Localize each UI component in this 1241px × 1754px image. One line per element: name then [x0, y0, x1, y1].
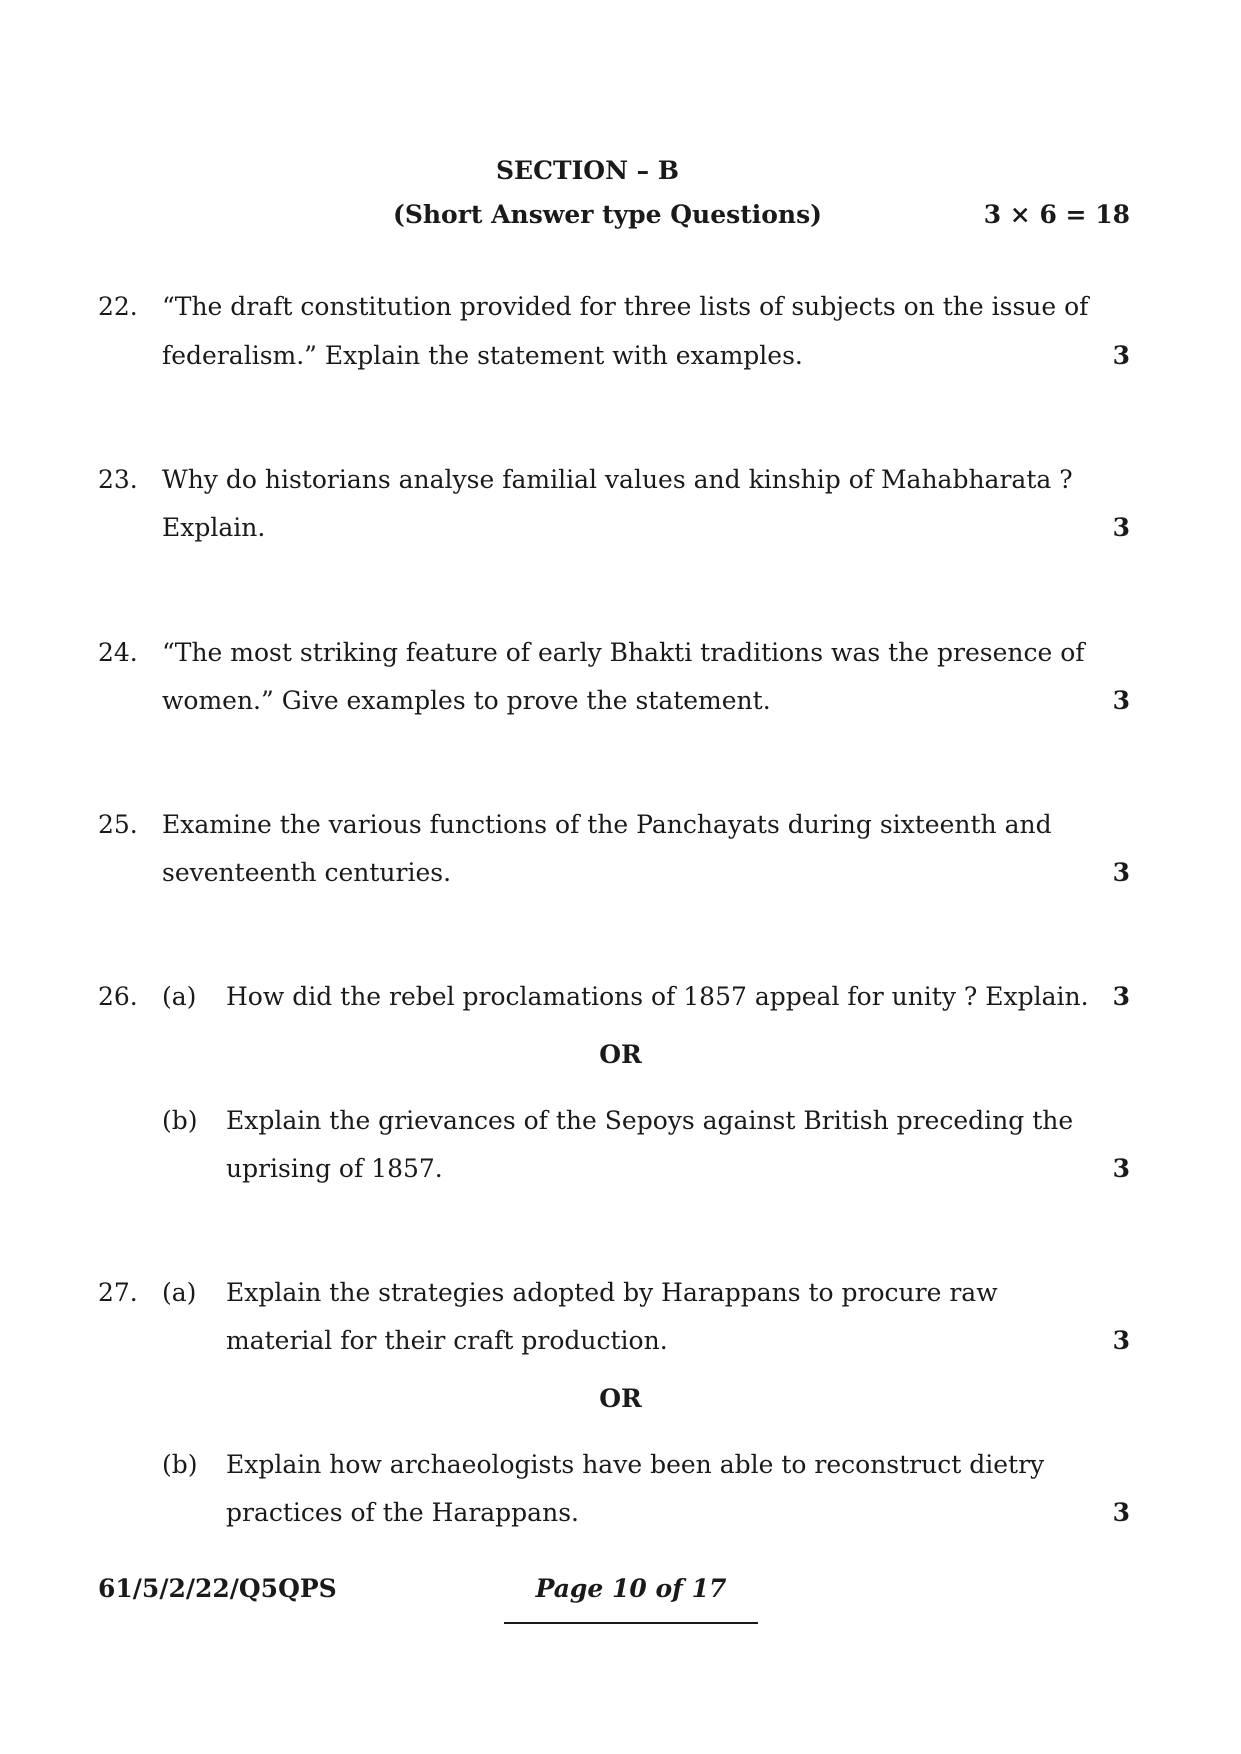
section-marks: 3 × 6 = 18: [983, 200, 1130, 229]
or-separator: OR: [599, 1384, 642, 1413]
question-text-line: practices of the Harappans.: [226, 1498, 579, 1527]
question-marks: 3: [1112, 858, 1130, 887]
question-number: 27.: [98, 1278, 138, 1307]
page-number-underline: [504, 1622, 758, 1624]
question-marks: 3: [1112, 1498, 1130, 1527]
question-number: 25.: [98, 810, 138, 839]
question-text-line: How did the rebel proclamations of 1857 appeal for unity ? Explain.: [226, 982, 1089, 1011]
option-label-b: (b): [162, 1450, 198, 1479]
question-text-line: federalism.” Explain the statement with examples.: [162, 341, 803, 370]
option-label-a: (a): [162, 1278, 197, 1307]
or-separator: OR: [599, 1040, 642, 1069]
question-text-line: Explain the grievances of the Sepoys against British preceding the: [226, 1106, 1074, 1135]
question-number: 24.: [98, 638, 138, 667]
question-text-line: material for their craft production.: [226, 1326, 668, 1355]
page-number: Page 10 of 17: [535, 1574, 727, 1603]
question-text-line: women.” Give examples to prove the statement.: [162, 686, 771, 715]
question-marks: 3: [1112, 341, 1130, 370]
question-marks: 3: [1112, 1154, 1130, 1183]
question-number: 26.: [98, 982, 138, 1011]
question-text-line: uprising of 1857.: [226, 1154, 443, 1183]
question-number: 22.: [98, 292, 138, 321]
question-number: 23.: [98, 465, 138, 494]
question-text-line: seventeenth centuries.: [162, 858, 452, 887]
option-label-a: (a): [162, 982, 197, 1011]
question-text-line: “The most striking feature of early Bhakti traditions was the presence of: [162, 638, 1085, 667]
question-marks: 3: [1112, 982, 1130, 1011]
question-text-line: Explain.: [162, 513, 266, 542]
question-marks: 3: [1112, 686, 1130, 715]
question-marks: 3: [1112, 1326, 1130, 1355]
question-text-line: Examine the various functions of the Panchayats during sixteenth and: [162, 810, 1052, 839]
option-label-b: (b): [162, 1106, 198, 1135]
question-text-line: Explain how archaeologists have been able to reconstruct dietry: [226, 1450, 1045, 1479]
section-title: SECTION – B: [496, 156, 679, 185]
section-subtitle: (Short Answer type Questions): [393, 200, 823, 229]
question-text-line: Explain the strategies adopted by Harappans to procure raw: [226, 1278, 998, 1307]
question-text-line: “The draft constitution provided for three lists of subjects on the issue of: [162, 292, 1089, 321]
question-marks: 3: [1112, 513, 1130, 542]
question-text-line: Why do historians analyse familial values and kinship of Mahabharata ?: [162, 465, 1073, 494]
paper-code: 61/5/2/22/Q5QPS: [98, 1574, 337, 1603]
